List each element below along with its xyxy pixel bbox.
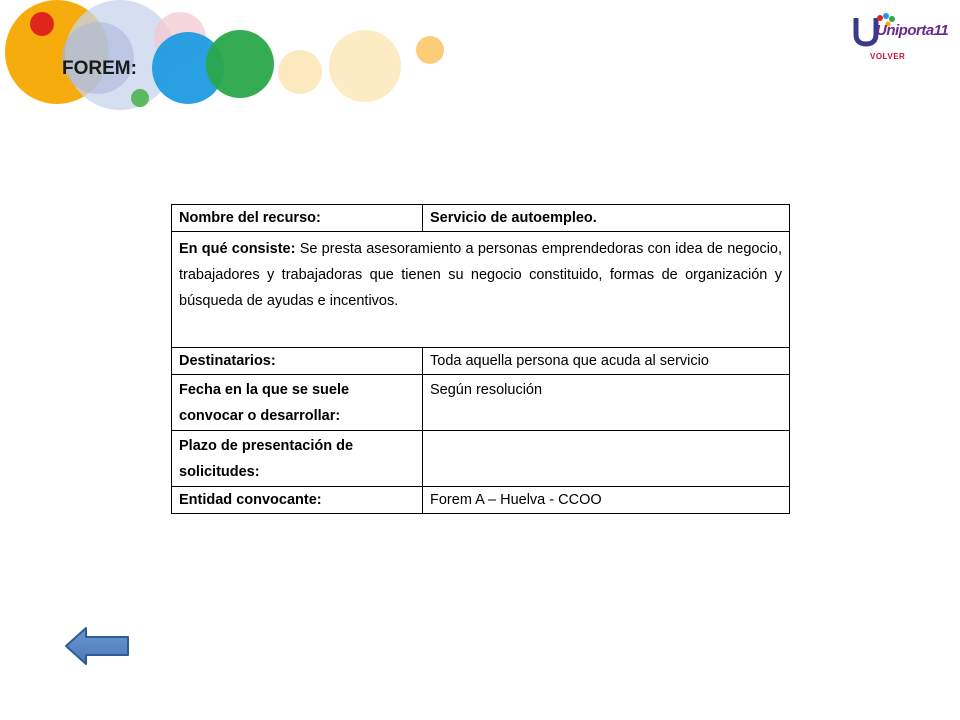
table-row — [172, 487, 790, 514]
resource-name-label: Nombre del recurso: — [172, 205, 423, 232]
resource-table — [171, 204, 790, 514]
table-row — [172, 232, 790, 348]
entity-value: Forem A – Huelva - CCOO — [423, 487, 790, 514]
back-arrow-icon[interactable] — [64, 626, 132, 666]
date-label-line: convocar o desarrollar: — [179, 408, 341, 424]
description-cell — [172, 232, 790, 348]
volver-link[interactable]: VOLVER — [870, 52, 906, 61]
date-label-line: Fecha en la que se suele — [179, 382, 350, 398]
resource-name-value: Servicio de autoempleo. — [423, 205, 790, 232]
deadline-label-line: solicitudes: — [179, 464, 260, 480]
table-row — [172, 348, 790, 375]
description-label: En qué consiste: — [179, 241, 296, 257]
deadline-value — [423, 431, 790, 487]
recipients-label: Destinatarios: — [172, 348, 423, 375]
logo-text: Uniporta11 — [876, 22, 949, 39]
deadline-label — [172, 431, 423, 487]
page-title: FOREM: — [62, 58, 137, 79]
date-label — [172, 375, 423, 431]
table-row — [172, 375, 790, 431]
deadline-label-line: Plazo de presentación de — [179, 438, 354, 454]
description-value: Se presta asesoramiento a personas emprendedoras con idea de negocio, trabajadores y trabajadoras que tienen su negocio constituido, formas de organización y búsqueda de ayudas e incentivos. — [179, 241, 783, 309]
table-row — [172, 431, 790, 487]
date-value: Según resolución — [423, 375, 790, 431]
entity-label: Entidad convocante: — [172, 487, 423, 514]
recipients-value: Toda aquella persona que acuda al servicio — [423, 348, 790, 375]
table-row — [172, 205, 790, 232]
